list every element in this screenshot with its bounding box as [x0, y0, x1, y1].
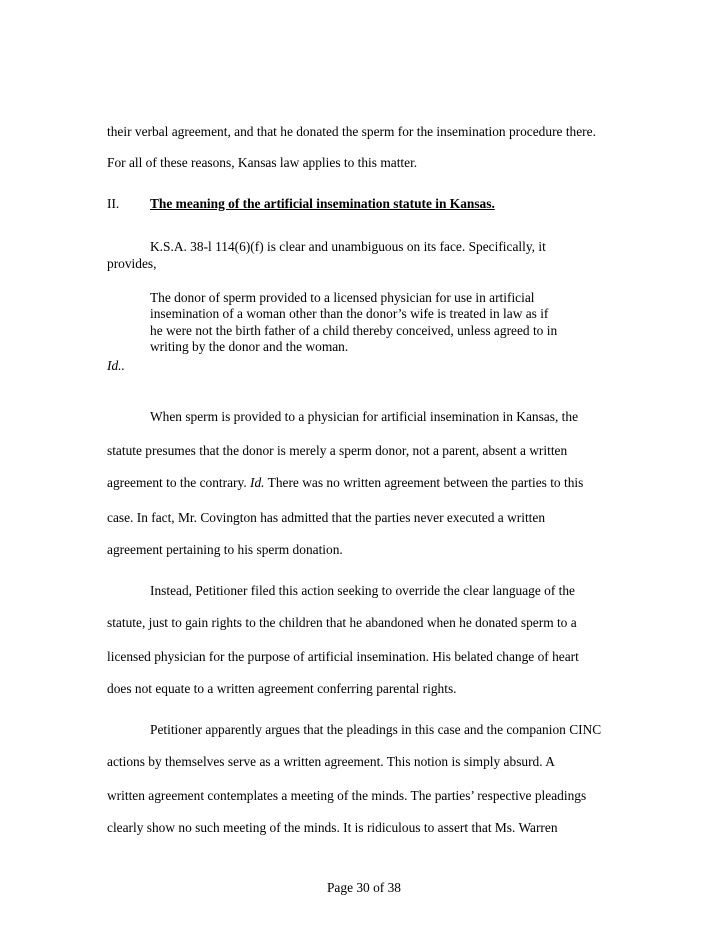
paragraph-line: licensed physician for the purpose of artificial insemination. His belated change of heart [107, 649, 579, 664]
paragraph-line: K.S.A. 38-l 114(6)(f) is clear and unambiguous on its face. Specifically, it [150, 239, 546, 254]
paragraph-line: their verbal agreement, and that he donated the sperm for the insemination procedure there. [107, 124, 596, 139]
text-run: There was no written agreement between the parties to this [264, 475, 584, 490]
paragraph-line: agreement pertaining to his sperm donation. [107, 542, 343, 557]
section-number: II. [107, 196, 120, 211]
citation-inline: Id. [250, 475, 265, 490]
paragraph-line: When sperm is provided to a physician for artificial insemination in Kansas, the [150, 409, 579, 424]
paragraph-line [107, 476, 583, 489]
block-quote-line: he were not the birth father of a child thereby conceived, unless agreed to in [150, 323, 558, 338]
paragraph-line: written agreement contemplates a meeting of the minds. The parties’ respective pleadings [107, 788, 587, 803]
paragraph-line: statute, just to gain rights to the children that he abandoned when he donated sperm to a [107, 615, 577, 630]
paragraph-line: Instead, Petitioner filed this action seeking to override the clear language of the [150, 583, 576, 598]
paragraph-line: clearly show no such meeting of the minds. It is ridiculous to assert that Ms. Warren [107, 820, 558, 835]
paragraph-line: actions by themselves serve as a written agreement. This notion is simply absurd. A [107, 754, 555, 769]
paragraph-line: does not equate to a written agreement conferring parental rights. [107, 681, 457, 696]
paragraph-line: case. In fact, Mr. Covington has admitted that the parties never executed a written [107, 510, 546, 525]
page-number: Page 30 of 38 [326, 880, 401, 895]
section-heading: The meaning of the artificial insemination statute in Kansas. [150, 196, 495, 211]
text-run: agreement to the contrary. [107, 475, 251, 490]
paragraph-line: statute presumes that the donor is merely a sperm donor, not a parent, absent a written [107, 443, 568, 458]
paragraph-line: For all of these reasons, Kansas law applies to this matter. [107, 155, 418, 170]
block-quote-line: insemination of a woman other than the donor’s wife is treated in law as if [150, 306, 549, 321]
paragraph-line: Petitioner apparently argues that the pleadings in this case and the companion CINC [150, 722, 602, 737]
block-quote-line: The donor of sperm provided to a licensed physician for use in artificial [150, 290, 535, 305]
block-quote-line: writing by the donor and the woman. [150, 339, 349, 354]
citation: Id.. [107, 358, 125, 373]
paragraph-line: provides, [107, 256, 157, 271]
